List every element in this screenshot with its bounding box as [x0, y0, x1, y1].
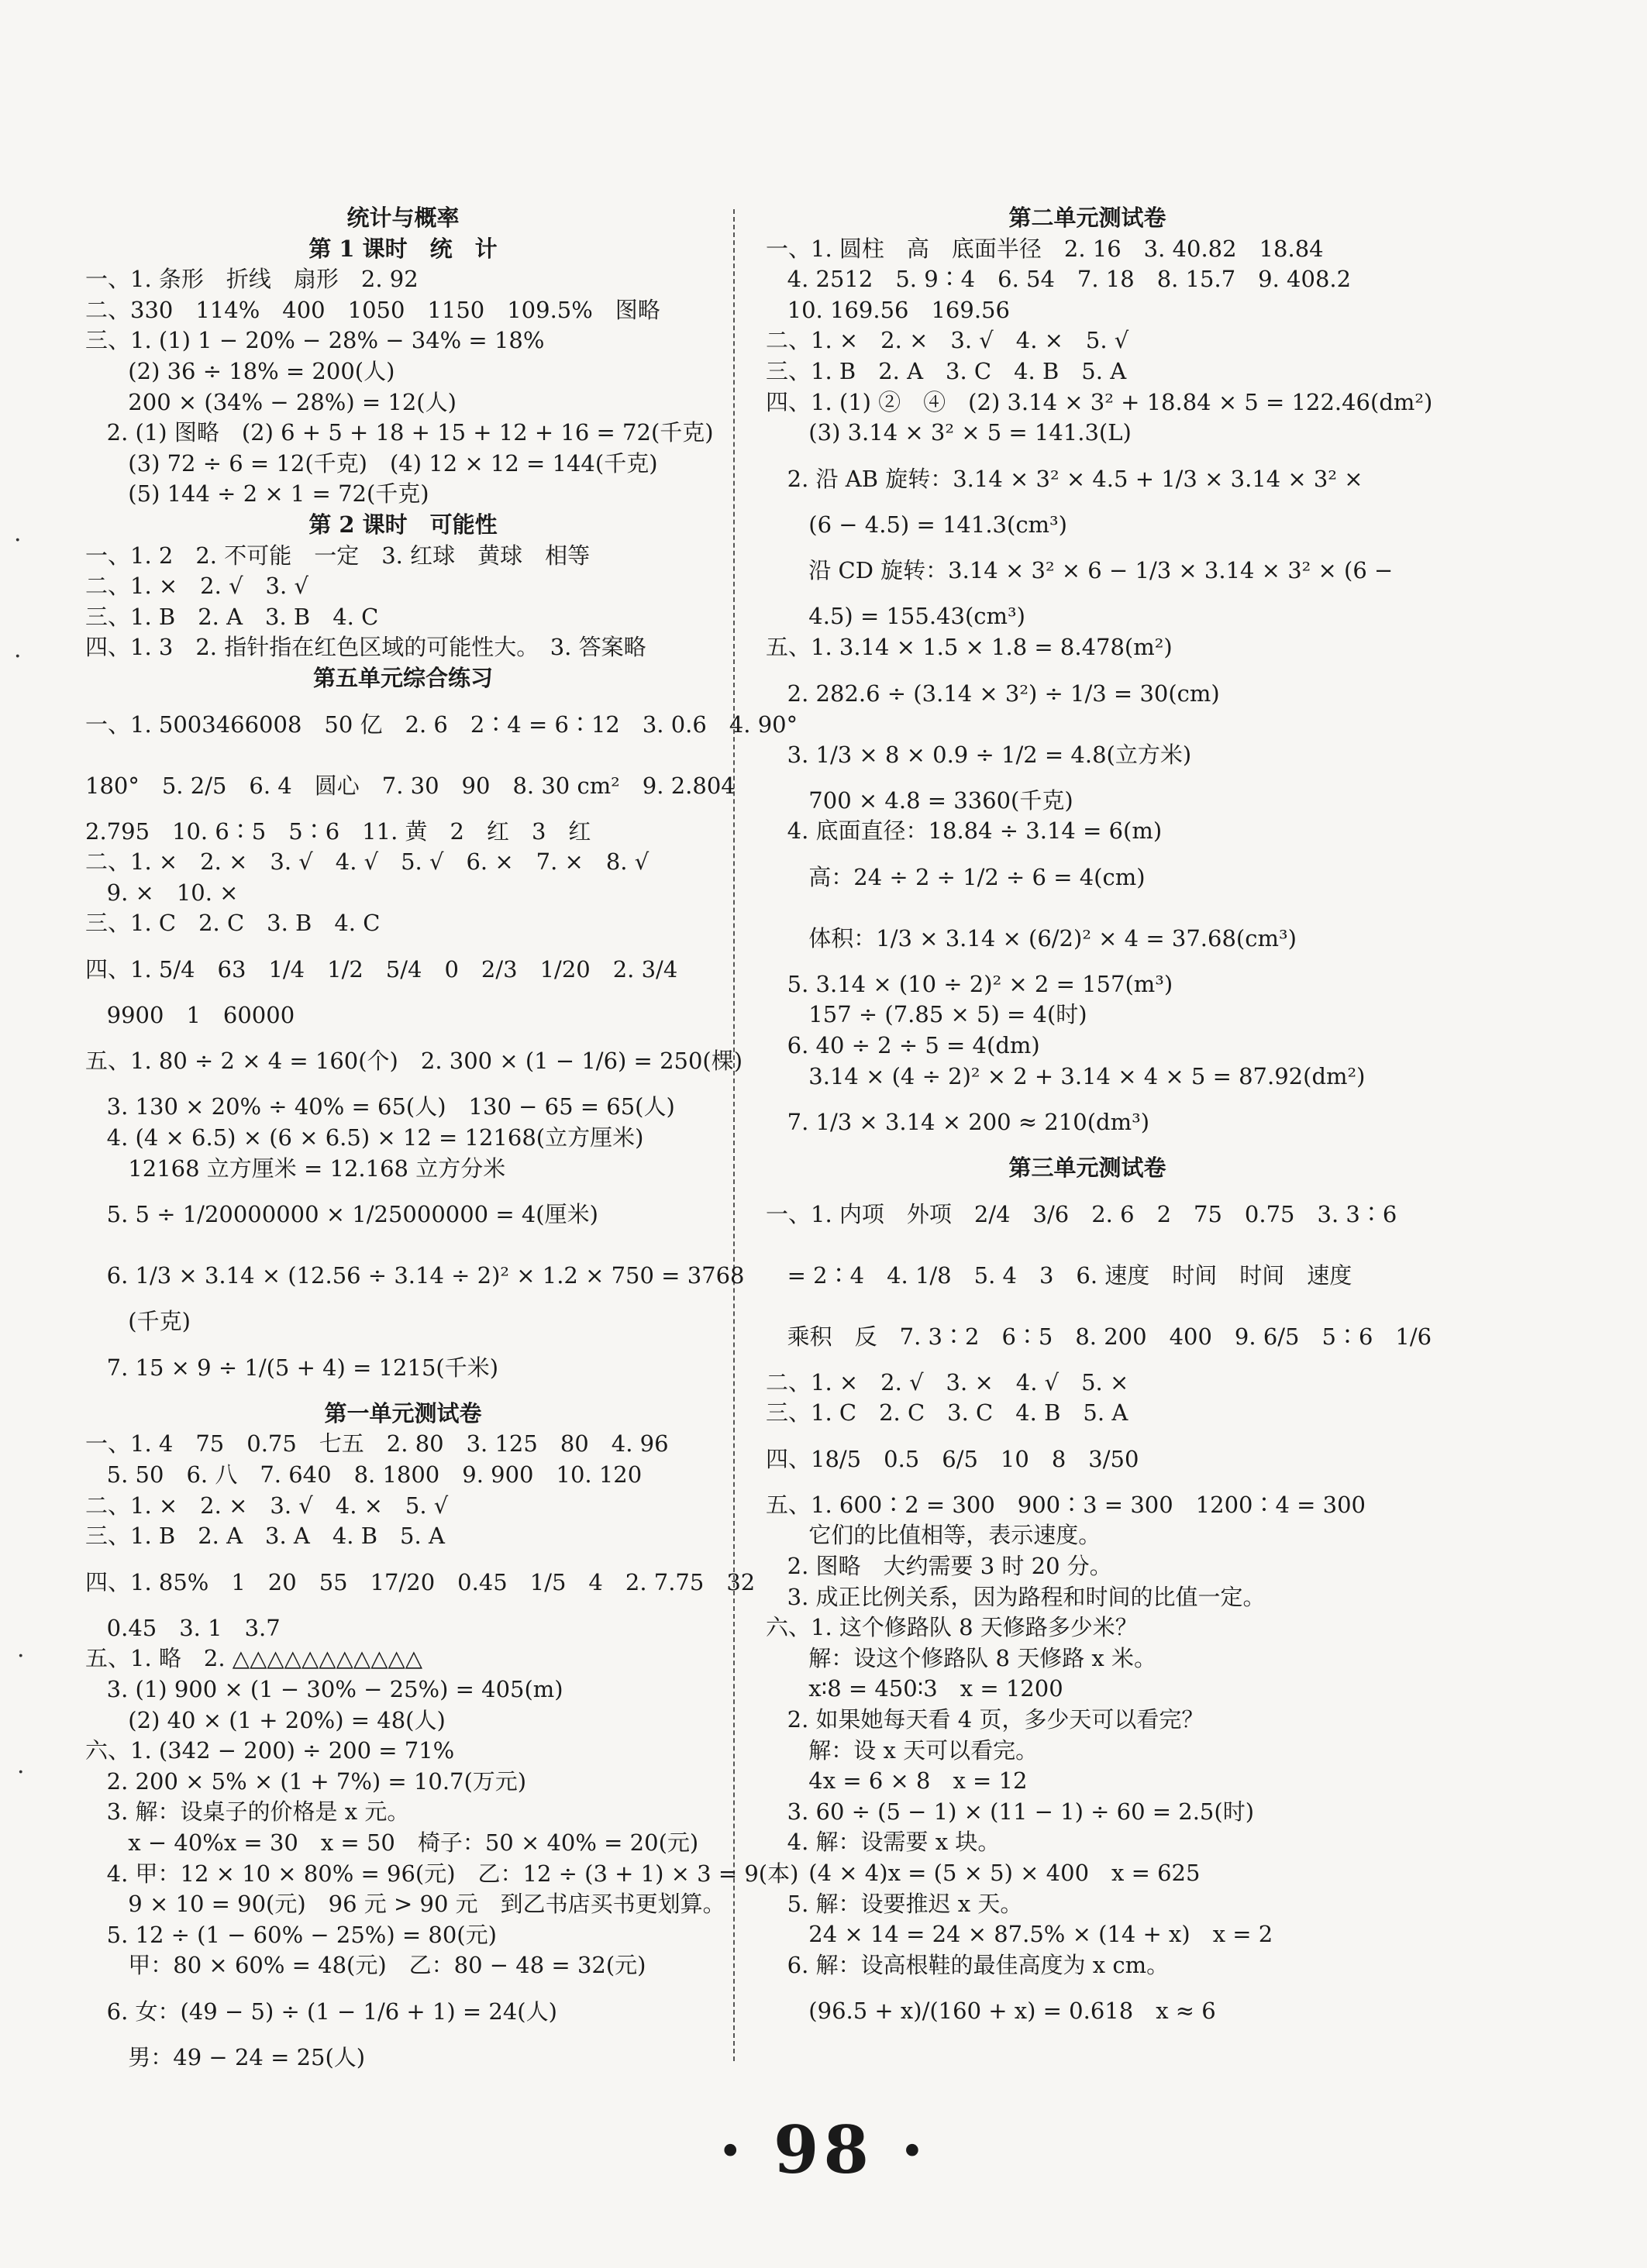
- answer-line: (4 × 4)x = (5 × 5) × 400 x = 625: [766, 1860, 1201, 1886]
- answer-line: 3. 1/3 × 8 × 0.9 ÷ 1/2 = 4.8(立方米): [766, 741, 1192, 768]
- section-heading: 第三单元测试卷: [1008, 1155, 1166, 1182]
- answer-line: 六、1. 这个修路队 8 天修路多少米？: [766, 1614, 1138, 1641]
- right-column: [766, 203, 1433, 2042]
- answer-line: 三、1. C 2. C 3. B 4. C: [85, 910, 381, 937]
- answer-line: 二、1. × 2. √ 3. × 4. √ 5. ×: [766, 1368, 1129, 1396]
- answer-line: 一、1. 圆柱 高 底面半径 2. 16 3. 40.82 18.84: [766, 235, 1324, 262]
- answer-line: 4. 2512 5. 9∶4 6. 54 7. 18 8. 15.7 9. 408.2: [766, 266, 1352, 293]
- answer-line: 六、1. (342 − 200) ÷ 200 = 71%: [85, 1737, 455, 1764]
- answer-line: 二、1. × 2. × 3. √ 4. × 5. √: [766, 327, 1129, 354]
- answer-line: 7. 1/3 × 3.14 × 200 ≈ 210(dm³): [766, 1109, 1150, 1136]
- answer-line: 6. 解：设高根鞋的最佳高度为 x cm。: [766, 1951, 1170, 1978]
- answer-line: 它们的比值相等，表示速度。: [766, 1522, 1101, 1549]
- answer-line: 5. 12 ÷ (1 − 60% − 25%) = 80(元): [85, 1921, 497, 1948]
- answer-line: 三、1. B 2. A 3. A 4. B 5. A: [85, 1523, 445, 1550]
- answer-line: 二、330 114% 400 1050 1150 109.5% 图略: [85, 296, 660, 323]
- answer-line: 二、1. × 2. √ 3. √: [85, 573, 308, 600]
- answer-line: 6. 1/3 × 3.14 × (12.56 ÷ 3.14 ÷ 2)² × 1.2 × 750 = 3768: [85, 1262, 745, 1289]
- answer-line: 四、1. 5/4 63 1/4 1/2 5/4 0 2/3 1/20 2. 3/4: [85, 955, 678, 983]
- answer-line: 5. 5 ÷ 1/20000000 × 1/25000000 = 4(厘米): [85, 1201, 598, 1228]
- answer-line: 3. 解：设桌子的价格是 x 元。: [85, 1798, 410, 1826]
- answer-line: (3) 3.14 × 3² × 5 = 141.3(L): [766, 419, 1132, 446]
- answer-line: 3. 130 × 20% ÷ 40% = 65(人) 130 − 65 = 65(人): [85, 1093, 675, 1120]
- answer-line: 4. 底面直径：18.84 ÷ 3.14 = 6(m): [766, 817, 1163, 845]
- answer-line: (2) 36 ÷ 18% = 200(人): [85, 357, 395, 384]
- answer-line: 12168 立方厘米 = 12.168 立方分米: [85, 1155, 506, 1182]
- answer-line: 五、1. 3.14 × 1.5 × 1.8 = 8.478(m²): [766, 633, 1173, 660]
- answer-line: 四、1. 3 2. 指针指在红色区域的可能性大。 3. 答案略: [85, 634, 646, 661]
- answer-line: x − 40%x = 30 x = 50 椅子：50 × 40% = 20(元): [85, 1829, 699, 1856]
- answer-line: 24 × 14 = 24 × 87.5% × (14 + x) x = 2: [766, 1921, 1273, 1948]
- section-heading: 第五单元综合练习: [312, 664, 493, 691]
- scan-dot: ·: [14, 643, 22, 670]
- answer-line: 4x = 6 × 8 x = 12: [766, 1767, 1028, 1795]
- answer-line: (2) 40 × (1 + 20%) = 48(人): [85, 1706, 446, 1733]
- answer-line: 180° 5. 2/5 6. 4 圆心 7. 30 90 8. 30 cm² 9. 2.804: [85, 772, 736, 799]
- section-heading: 第一单元测试卷: [324, 1399, 482, 1427]
- answer-line: 4. 解：设需要 x 块。: [766, 1829, 1001, 1856]
- answer-line: 三、1. C 2. C 3. C 4. B 5. A: [766, 1399, 1128, 1427]
- answer-line: (96.5 + x)/(160 + x) = 0.618 x ≈ 6: [766, 1998, 1216, 2025]
- answer-line: 3. 60 ÷ (5 − 1) × (11 − 1) ÷ 60 = 2.5(时): [766, 1798, 1255, 1825]
- scan-dot: ·: [14, 527, 22, 554]
- answer-line: 9900 1 60000: [85, 1001, 295, 1028]
- answer-line: 157 ÷ (7.85 × 5) = 4(时): [766, 1001, 1087, 1028]
- answer-line: 6. 女：(49 − 5) ÷ (1 − 1/6 + 1) = 24(人): [85, 1998, 557, 2025]
- answer-line: 三、1. B 2. A 3. C 4. B 5. A: [766, 357, 1127, 384]
- section-heading: 第二单元测试卷: [1008, 205, 1166, 231]
- answer-line: 3. 成正比例关系，因为路程和时间的比值一定。: [766, 1583, 1266, 1610]
- answer-line: 4.5) = 155.43(cm³): [766, 603, 1025, 630]
- answer-line: 6. 40 ÷ 2 ÷ 5 = 4(dm): [766, 1031, 1040, 1058]
- section-heading: 第 2 课时 可能性: [308, 511, 498, 538]
- answer-line: 三、1. B 2. A 3. B 4. C: [85, 603, 379, 630]
- answer-line: 沿 CD 旋转：3.14 × 3² × 6 − 1/3 × 3.14 × 3² × (6 −: [766, 557, 1394, 584]
- section-heading: 统计与概率: [346, 205, 460, 231]
- answer-line: 2. 282.6 ÷ (3.14 × 3²) ÷ 1/3 = 30(cm): [766, 680, 1220, 707]
- page-number: · 98 ·: [718, 2111, 929, 2188]
- answer-line: 2. (1) 图略 (2) 6 + 5 + 18 + 15 + 12 + 16 = 72(千克): [85, 419, 714, 446]
- answer-line: = 2∶4 4. 1/8 5. 4 3 6. 速度 时间 时间 速度: [766, 1261, 1352, 1289]
- answer-line: 2.795 10. 6∶5 5∶6 11. 黄 2 红 3 红: [85, 817, 591, 845]
- answer-line: 四、1. 85% 1 20 55 17/20 0.45 1/5 4 2. 7.75 32: [85, 1568, 756, 1595]
- answer-line: 五、1. 略 2. △△△△△△△△△△△: [85, 1645, 423, 1672]
- answer-line: 一、1. 5003466008 50 亿 2. 6 2∶4 = 6∶12 3. 0.6 4. 90°: [85, 711, 798, 738]
- scan-dot: ·: [17, 1759, 25, 1786]
- answer-line: 5. 50 6. 八 7. 640 8. 1800 9. 900 10. 120: [85, 1461, 643, 1488]
- left-column: [85, 203, 799, 2074]
- answer-line: 9. × 10. ×: [85, 879, 239, 906]
- answer-line: 5. 3.14 × (10 ÷ 2)² × 2 = 157(m³): [766, 970, 1173, 997]
- answer-line: 2. 如果她每天看 4 页，多少天可以看完？: [766, 1706, 1204, 1733]
- answer-line: 一、1. 内项 外项 2/4 3/6 2. 6 2 75 0.75 3. 3∶6: [766, 1200, 1397, 1227]
- answer-line: 五、1. 600∶2 = 300 900∶3 = 300 1200∶4 = 300: [766, 1491, 1366, 1518]
- section-heading: 第 1 课时 统 计: [308, 235, 498, 262]
- answer-line: (6 − 4.5) = 141.3(cm³): [766, 511, 1067, 538]
- answer-line: 4. 甲：12 × 10 × 80% = 96(元) 乙：12 ÷ (3 + 1) × 3 = 9(本): [85, 1860, 799, 1887]
- answer-line: 甲：80 × 60% = 48(元) 乙：80 − 48 = 32(元): [85, 1952, 646, 1979]
- answer-line: (千克): [85, 1308, 191, 1335]
- answer-line: 700 × 4.8 = 3360(千克): [766, 786, 1073, 814]
- answer-line: 一、1. 2 2. 不可能 一定 3. 红球 黄球 相等: [85, 542, 591, 569]
- answer-line: 4. (4 × 6.5) × (6 × 6.5) × 12 = 12168(立方厘米): [85, 1124, 644, 1151]
- answer-line: 2. 图略 大约需要 3 时 20 分。: [766, 1553, 1112, 1580]
- answer-line: 五、1. 80 ÷ 2 × 4 = 160(个) 2. 300 × (1 − 1/6) = 250(棵): [85, 1048, 743, 1075]
- column-divider: [733, 209, 735, 2061]
- answer-line: 三、1. (1) 1 − 20% − 28% − 34% = 18%: [85, 327, 545, 354]
- answer-line: 2. 沿 AB 旋转：3.14 × 3² × 4.5 + 1/3 × 3.14 × 3² ×: [766, 465, 1363, 492]
- answer-line: (5) 144 ÷ 2 × 1 = 72(千克): [85, 480, 429, 508]
- answer-line: 0.45 3. 1 3.7: [85, 1614, 281, 1641]
- answer-line: 2. 200 × 5% × (1 + 7%) = 10.7(万元): [85, 1767, 527, 1795]
- answer-line: 男：49 − 24 = 25(人): [85, 2043, 366, 2070]
- answer-line: 四、1. (1) ② ④ (2) 3.14 × 3² + 18.84 × 5 = 122.46(dm²): [766, 388, 1433, 415]
- answer-line: 3.14 × (4 ÷ 2)² × 2 + 3.14 × 4 × 5 = 87.92(dm²): [766, 1062, 1366, 1089]
- answer-line: 200 × (34% − 28%) = 12(人): [85, 388, 457, 415]
- answer-line: 解：设 x 天可以看完。: [766, 1736, 1039, 1764]
- answer-line: 乘积 反 7. 3∶2 6∶5 8. 200 400 9. 6/5 5∶6 1/6: [766, 1323, 1432, 1350]
- answer-line: 一、1. 4 75 0.75 七五 2. 80 3. 125 80 4. 96: [85, 1430, 669, 1458]
- answer-line: 10. 169.56 169.56: [766, 296, 1010, 323]
- answer-line: 一、1. 条形 折线 扇形 2. 92: [85, 266, 419, 293]
- answer-line: 9 × 10 = 90(元) 96 元 > 90 元 到乙书店买书更划算。: [85, 1891, 725, 1918]
- answer-line: (3) 72 ÷ 6 = 12(千克) (4) 12 × 12 = 144(千克): [85, 449, 658, 477]
- answer-line: 四、18/5 0.5 6/5 10 8 3/50: [766, 1445, 1139, 1472]
- answer-line: 二、1. × 2. × 3. √ 4. × 5. √: [85, 1492, 449, 1519]
- answer-line: x∶8 = 450∶3 x = 1200: [766, 1675, 1063, 1702]
- answer-line: 二、1. × 2. × 3. √ 4. √ 5. √ 6. × 7. × 8. √: [85, 848, 649, 876]
- answer-line: 高：24 ÷ 2 ÷ 1/2 ÷ 6 = 4(cm): [766, 863, 1146, 890]
- answer-line: 7. 15 × 9 ÷ 1/(5 + 4) = 1215(千米): [85, 1354, 499, 1381]
- scan-dot: ·: [17, 1643, 25, 1670]
- answer-line: 3. (1) 900 × (1 − 30% − 25%) = 405(m): [85, 1676, 563, 1702]
- answer-line: 5. 解：设要推迟 x 天。: [766, 1890, 1023, 1917]
- answer-line: 解：设这个修路队 8 天修路 x 米。: [766, 1644, 1156, 1671]
- answer-line: 体积：1/3 × 3.14 × (6/2)² × 4 = 37.68(cm³): [766, 924, 1297, 952]
